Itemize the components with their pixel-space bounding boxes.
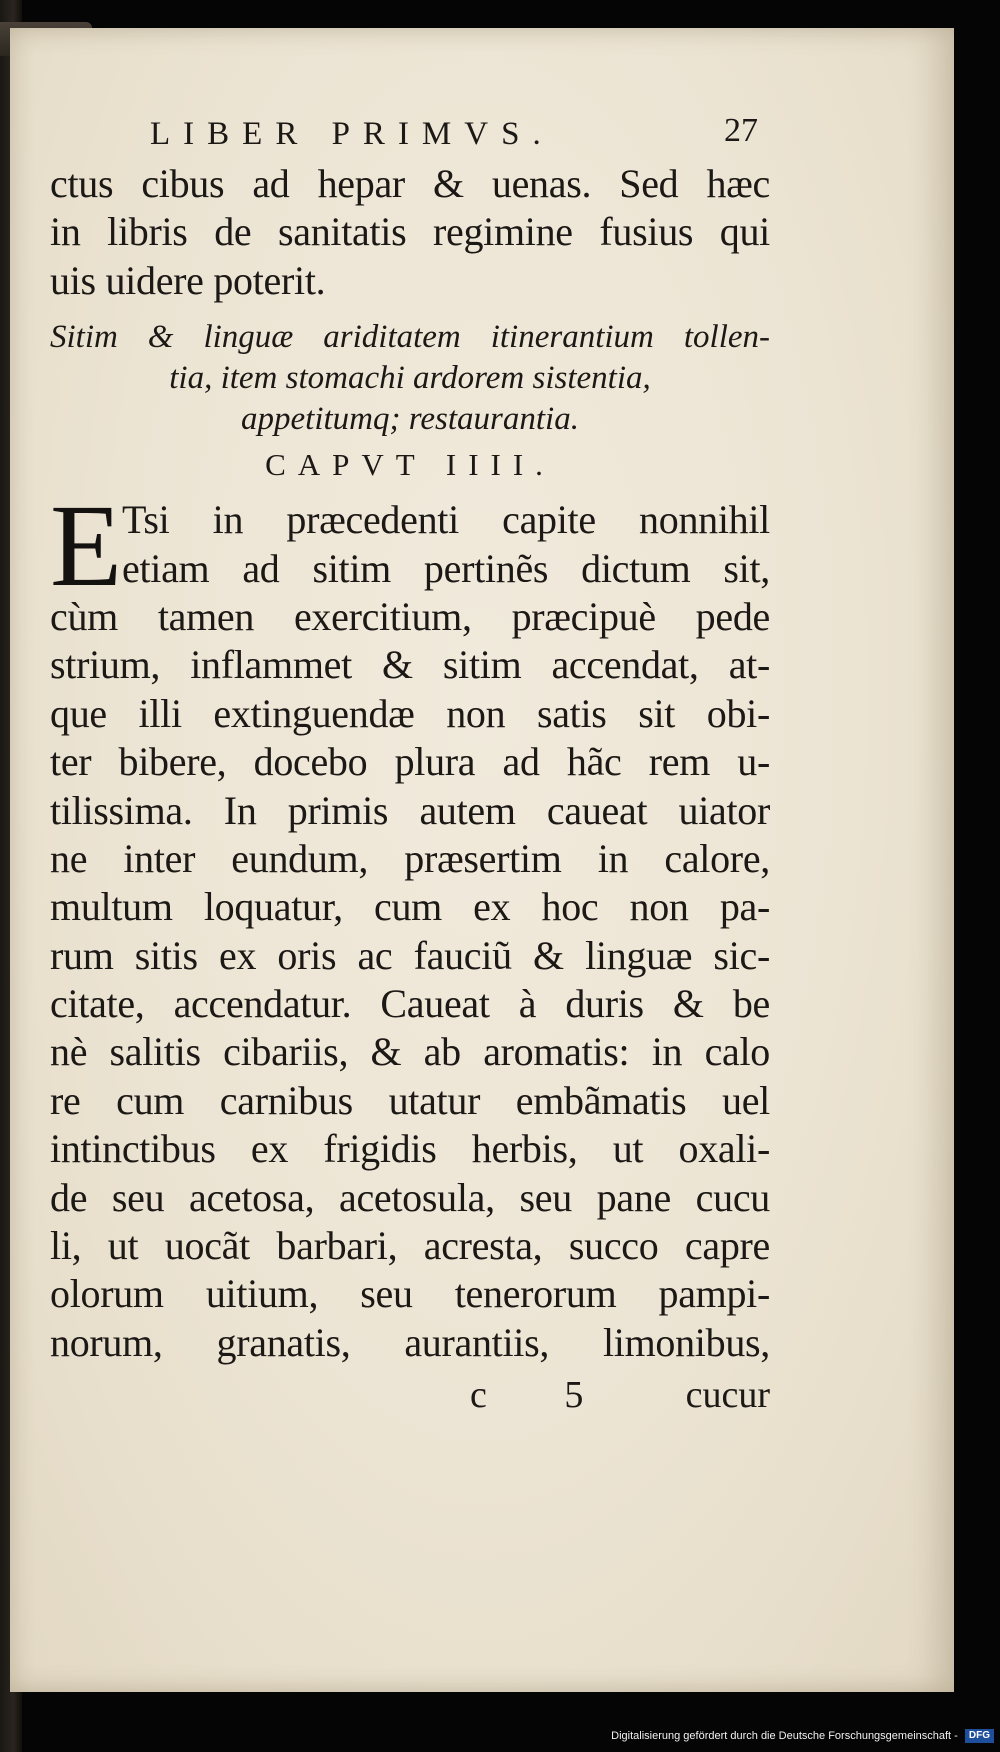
book-page — [10, 28, 954, 1692]
chapter-caption — [50, 317, 770, 440]
page-number: 27 — [724, 112, 758, 149]
signature-mark: c 5 — [470, 1374, 618, 1417]
text-line: ctus cibus ad hepar & uenas. Sed hæc — [50, 161, 770, 206]
text-line: multum loquatur, cum ex hoc non pa- — [50, 884, 770, 930]
page-text-block — [50, 108, 770, 1423]
caption-line: appetitumq; restaurantia. — [241, 401, 579, 438]
text-line: strium, inflammet & sitim accendat, at- — [50, 642, 770, 688]
text-line: uis uidere poterit. — [50, 257, 326, 303]
dfg-logo: DFG — [965, 1729, 994, 1743]
text-line: ne inter eundum, præsertim in calore, — [50, 835, 770, 881]
text-line: intinctibus ex frigidis herbis, ut oxali- — [50, 1126, 770, 1172]
caption-line: tia, item stomachi ardorem sistentia, — [169, 360, 651, 397]
text-line: Tsi in præcedenti capite nonnihil — [122, 497, 770, 543]
text-line: citate, accendatur. Caueat à duris & be — [50, 981, 770, 1027]
text-line: re cum carnibus utatur embãmatis uel — [50, 1077, 770, 1123]
text-line: ter bibere, docebo plura ad hãc rem u- — [50, 739, 770, 785]
running-head-title: LIBER PRIMVS. — [150, 116, 554, 152]
text-line: in libris de sanitatis regimine fusius qui — [50, 209, 770, 255]
caption-line: Sitim & linguæ ariditatem itinerantium tollen- — [50, 319, 770, 356]
running-head — [50, 108, 770, 160]
text-line: etiam ad sitim pertinẽs dictum sit, — [122, 545, 770, 591]
text-line: tilissima. In primis autem caueat uiator — [50, 787, 770, 833]
chapter-heading: CAPVT IIII. — [265, 447, 555, 483]
text-line: de seu acetosa, acetosula, seu pane cucu — [50, 1174, 770, 1220]
text-line: rum sitis ex oris ac fauciũ & linguæ sic- — [50, 932, 770, 978]
catchword: cucur — [685, 1374, 770, 1417]
text-line: cùm tamen exercitium, præcipuè pede — [50, 593, 770, 639]
opening-paragraph — [50, 160, 770, 305]
text-line: nè salitis cibariis, & ab aromatis: in calo — [50, 1029, 770, 1075]
credit-text: Digitalisierung gefördert durch die Deutsche Forschungsgemeinschaft - — [611, 1730, 958, 1742]
text-line: norum, granatis, aurantiis, limonibus, — [50, 1319, 770, 1365]
text-line: li, ut uocãt barbari, acresta, succo capre — [50, 1223, 770, 1269]
text-line: que illi extinguendæ non satis sit obi- — [50, 690, 770, 736]
drop-cap-initial: E — [50, 480, 123, 612]
page-footer-row — [50, 1373, 770, 1423]
text-line: olorum uitium, seu tenerorum pampi- — [50, 1271, 770, 1317]
chapter-body — [50, 480, 770, 1367]
digitization-credit — [611, 1726, 994, 1746]
